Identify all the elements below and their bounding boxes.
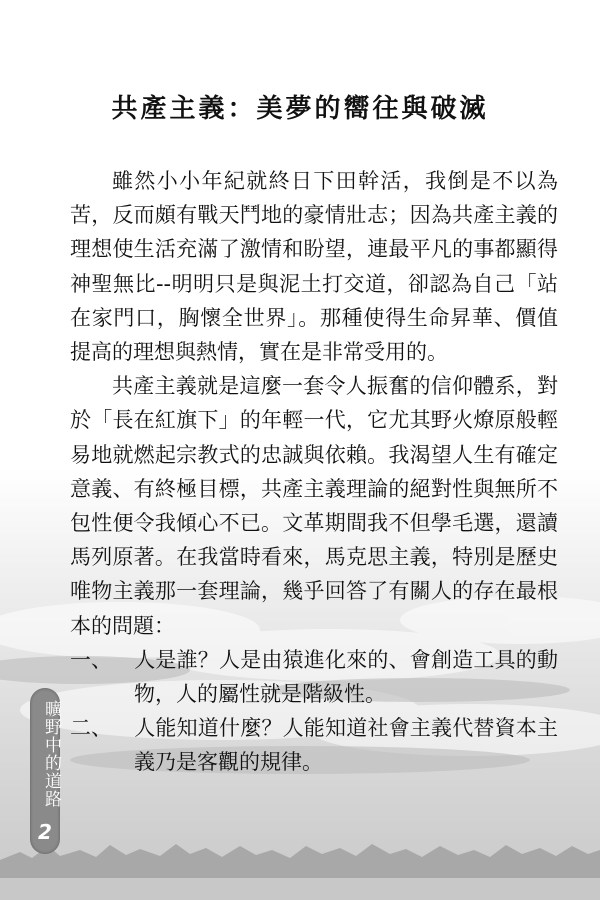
list-item-1 — [70, 643, 558, 711]
list-item-2 — [70, 711, 558, 779]
paragraph-2: 共產主義就是這麼一套令人振奮的信仰體系，對於「長在紅旗下」的年輕一代，它尤其野火燎原般輕易地就燃起宗教式的忠誠與依賴。我渴望人生有確定意義、有終極目標，共產主義理論的絕對性與無所不包性便令我傾心不已。文革期間我不但學毛選，還讀馬列原著。在我當時看來，馬克思主義，特別是歷史唯物主義那一套理論，幾乎回答了有關人的存在最根本的問題： — [70, 374, 558, 638]
chapter-title: 共產主義：美夢的嚮往與破滅 — [111, 94, 489, 124]
list-number: 一、 — [70, 647, 112, 672]
list-text: 人是誰？人是由猿進化來的、會創造工具的動物，人的屬性就是階級性。 — [134, 647, 558, 707]
body-text — [70, 164, 558, 780]
paragraph-1: 雖然小小年紀就終日下田幹活，我倒是不以為苦，反而頗有戰天鬥地的豪情壯志；因為共產主義的理想使生活充滿了激情和盼望，連最平凡的事都顯得神聖無比--明明只是與泥土打交道，卻認為自己「站在家門口，胸懷全世界」。那種使得生命昇華、價值提高的理想與熱情，實在是非常受用的。 — [70, 169, 558, 365]
book-title-vertical: 曠野中的道路 — [41, 700, 61, 808]
list-number: 二、 — [70, 716, 112, 741]
side-tab — [30, 688, 60, 854]
page-number: 2 — [38, 820, 52, 844]
list-text: 人能知道什麼？人能知道社會主義代替資本主義乃是客觀的規律。 — [134, 716, 558, 775]
